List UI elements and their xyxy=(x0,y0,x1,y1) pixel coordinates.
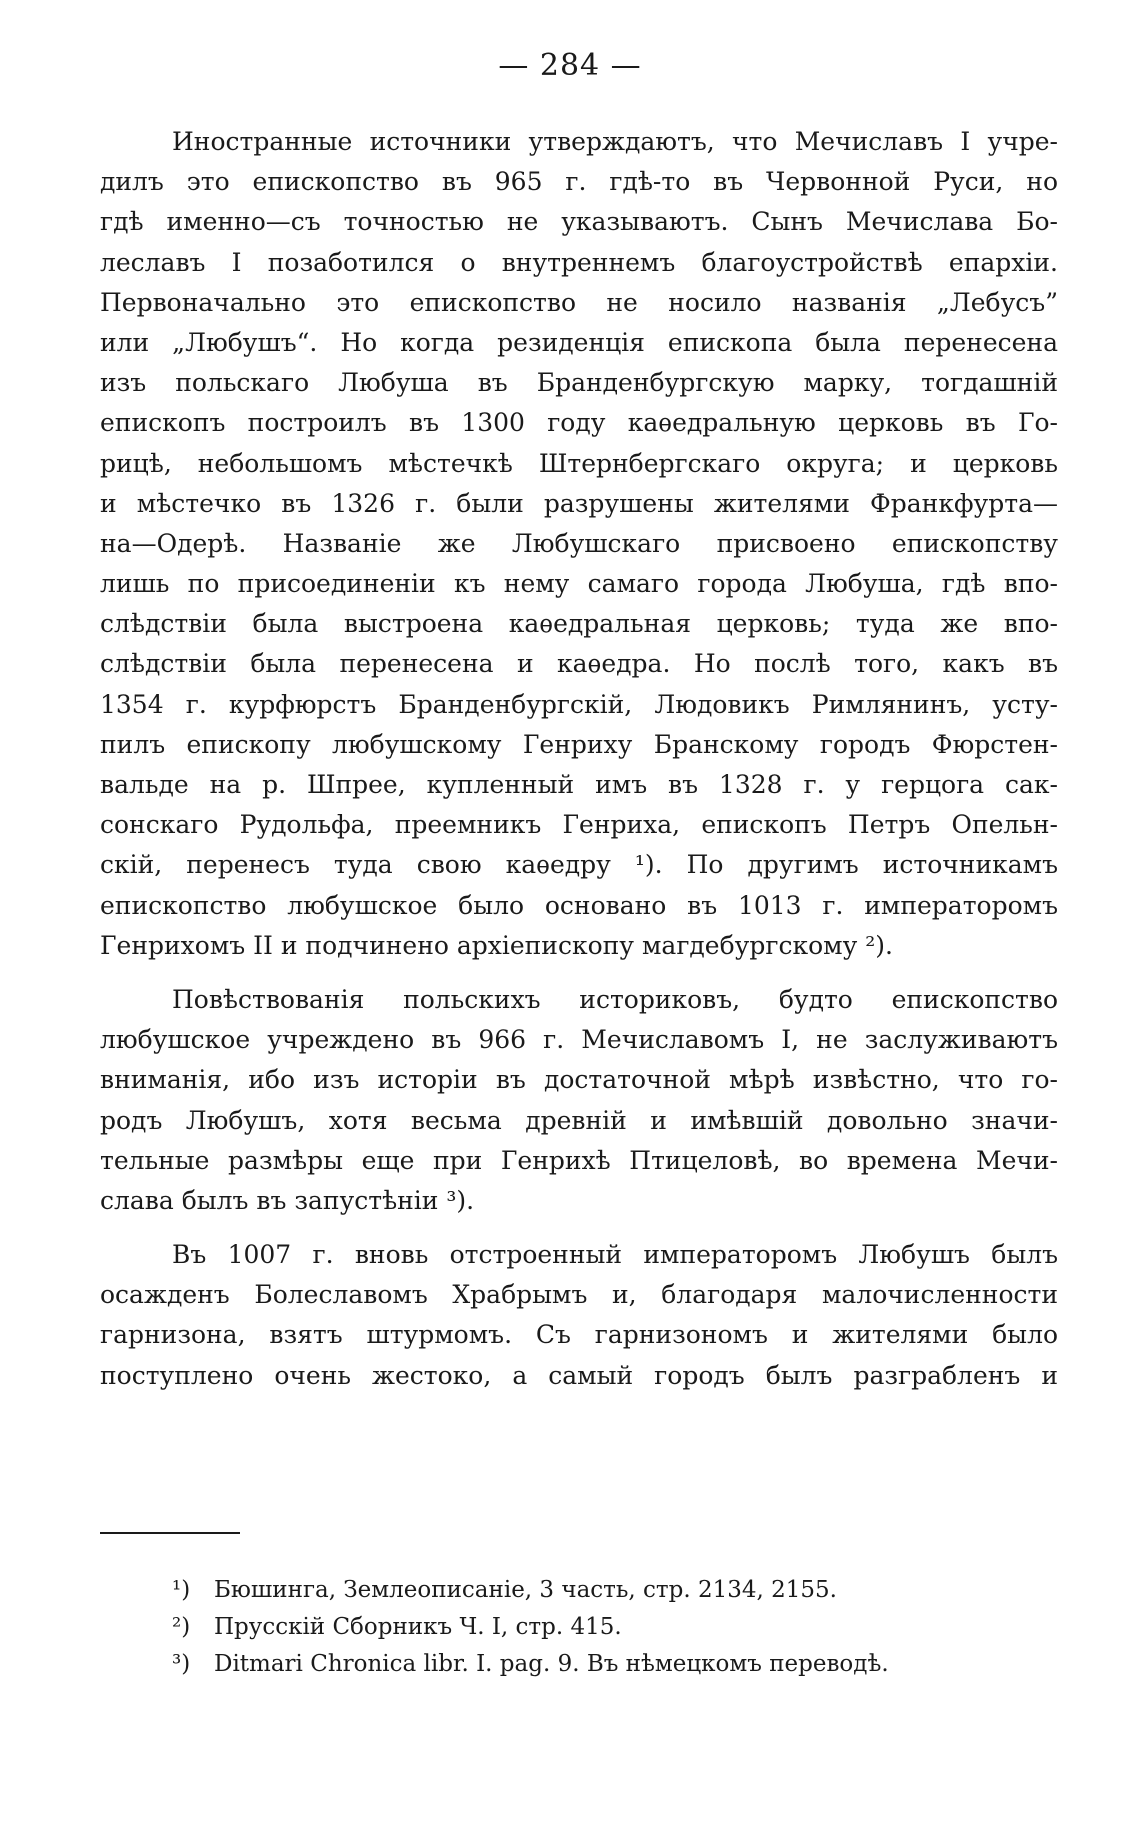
paragraph xyxy=(100,1235,1058,1396)
text-line: скій, перенесъ туда свою каѳедру ¹). По другимъ источникамъ xyxy=(100,850,1058,880)
text-line: сонскаго Рудольфа, преемникъ Генриха, епископъ Петръ Опельн- xyxy=(100,810,1058,840)
text-line: поступлено очень жестоко, а самый городъ былъ разграбленъ и xyxy=(100,1360,1058,1390)
footnote-text: Бюшинга, Землеописаніе, 3 часть, стр. 2134, 2155. xyxy=(214,1577,837,1603)
text-line: дилъ это епископство въ 965 г. гдѣ-то въ Червонной Руси, но xyxy=(100,167,1058,197)
text-line: епископство любушское было основано въ 1013 г. императоромъ xyxy=(100,890,1058,920)
text-line: Первоначально это епископство не носило названія „Лебусъ” xyxy=(100,287,1058,317)
text-line: лишь по присоединеніи къ нему самаго города Любуша, гдѣ впо- xyxy=(100,569,1058,599)
text-line: любушское учреждено въ 966 г. Мечиславомъ I, не заслуживаютъ xyxy=(100,1025,1058,1055)
paragraph xyxy=(100,980,1058,1221)
footnote-text: Ditmari Chronica libr. I. pag. 9. Въ нѣмецкомъ переводѣ. xyxy=(214,1651,889,1677)
page-number: — 284 — xyxy=(498,48,642,83)
footnote-marker: ²) xyxy=(172,1614,191,1640)
text-line: гдѣ именно—съ точностью не указываютъ. Сынъ Мечислава Бо- xyxy=(100,207,1058,237)
text-line: леславъ I позаботился о внутреннемъ благоустройствѣ епархіи. xyxy=(100,247,1058,277)
footnote-text: Прусскій Сборникъ Ч. I, стр. 415. xyxy=(214,1614,622,1640)
footnote xyxy=(172,1572,1052,1609)
text-line: Иностранные источники утверждаютъ, что Мечиславъ I учре- xyxy=(172,127,1058,156)
text-line: вниманія, ибо изъ исторіи въ достаточной мѣрѣ извѣстно, что го- xyxy=(100,1065,1058,1095)
text-line: гарнизона, взятъ штурмомъ. Съ гарнизономъ и жителями было xyxy=(100,1320,1058,1350)
text-line: на—Одерѣ. Названіе же Любушскаго присвоено епископству xyxy=(100,528,1058,558)
text-line: слава былъ въ запустѣніи ³). xyxy=(100,1185,475,1215)
text-line: 1354 г. курфюрстъ Бранденбургскій, Людовикъ Римлянинъ, усту- xyxy=(100,689,1058,719)
footnote-marker: ³) xyxy=(172,1651,191,1677)
text-line: Повѣствованія польскихъ историковъ, будто епископство xyxy=(172,984,1058,1014)
text-line: тельные размѣры еще при Генрихѣ Птицеловѣ, во времена Мечи- xyxy=(100,1145,1058,1175)
paragraph xyxy=(100,122,1058,966)
footnote-marker: ¹) xyxy=(172,1577,191,1603)
text-line: родъ Любушъ, хотя весьма древній и имѣвшій довольно значи- xyxy=(100,1105,1058,1135)
text-line: пилъ епископу любушскому Генриху Бранскому городъ Фюрстен- xyxy=(100,729,1058,759)
text-line: изъ польскаго Любуша въ Бранденбургскую марку, тогдашній xyxy=(100,368,1058,398)
footnote xyxy=(172,1646,1052,1683)
text-line: осажденъ Болеславомъ Храбрымъ и, благодаря малочисленности xyxy=(100,1280,1058,1310)
footnotes xyxy=(172,1572,1052,1683)
main-text xyxy=(100,122,1058,1396)
text-line: слѣдствіи была выстроена каѳедральная церковь; туда же впо- xyxy=(100,609,1058,639)
text-line: и мѣстечко въ 1326 г. были разрушены жителями Франкфурта— xyxy=(100,488,1058,518)
footnote-divider xyxy=(100,1532,240,1534)
text-line: или „Любушъ“. Но когда резиденція епископа была перенесена xyxy=(100,327,1058,357)
text-line: слѣдствіи была перенесена и каѳедра. Но послѣ того, какъ въ xyxy=(100,649,1058,679)
text-line: Генрихомъ II и подчинено архіепископу магдебургскому ²). xyxy=(100,930,893,960)
text-line: вальде на р. Шпрее, купленный имъ въ 1328 г. у герцога сак- xyxy=(100,770,1058,799)
text-line: епископъ построилъ въ 1300 году каѳедральную церковь въ Го- xyxy=(100,408,1058,438)
footnote xyxy=(172,1609,1052,1646)
text-line: Въ 1007 г. вновь отстроенный императоромъ Любушъ былъ xyxy=(172,1240,1058,1270)
text-line: рицѣ, небольшомъ мѣстечкѣ Штернбергскаго округа; и церковь xyxy=(100,448,1058,478)
